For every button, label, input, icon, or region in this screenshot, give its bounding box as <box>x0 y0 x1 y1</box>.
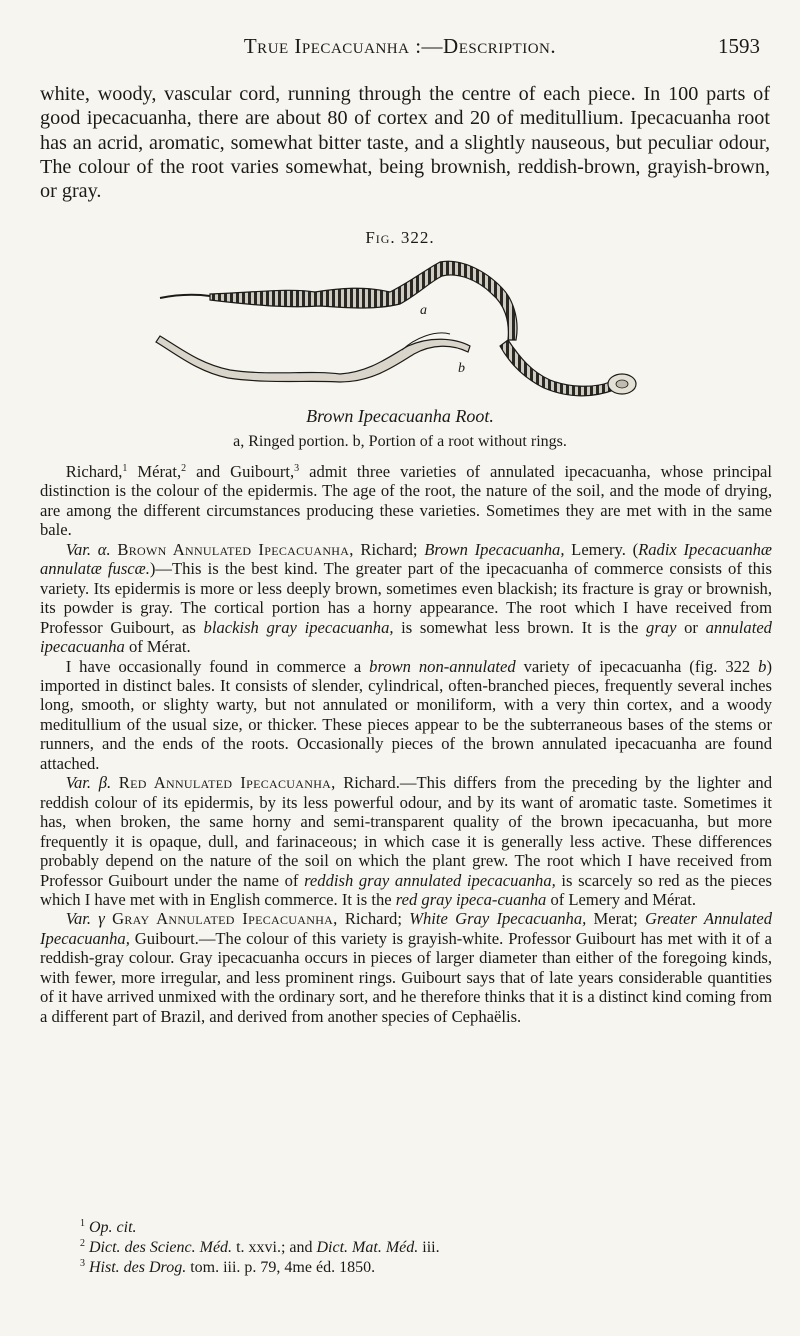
variety-marker: Var. γ <box>65 909 105 929</box>
text-italic: Radix Ipecacuanhæ annulatæ fuscæ. <box>40 539 772 579</box>
figure-ipecacuanha-root <box>140 248 660 400</box>
text-italic: brown non-annulated <box>369 656 516 676</box>
variety-marker: Var. β. <box>65 773 112 793</box>
text-run: or <box>676 617 706 637</box>
figure-legend: a, Ringed portion. b, Portion of a root without rings. <box>233 433 567 450</box>
text-italic: red gray ipeca-cuanha <box>395 889 547 909</box>
footnote-number: 3 <box>80 1258 85 1269</box>
variety-heading: Gray Annulated Ipecacuanha, <box>112 909 338 929</box>
text-italic: White Gray Ipecacuanha, <box>409 909 587 929</box>
text-italic: Greater Annulated Ipecacuanha, <box>40 909 773 948</box>
figure-caption: Brown Ipecacuanha Root. <box>306 406 494 426</box>
paragraph-var-alpha <box>40 540 772 657</box>
text-italic: Brown Ipecacuanha, <box>424 539 565 559</box>
paragraph-var-gamma <box>40 909 772 1026</box>
text-run: admit three varieties of annulated ipecacuanha, whose principal distinction is the colour of the epidermis. The age of the root, the nature of the soil, and the mode of drying, are among the different circumstances producing these varieties. Sometimes they are met with in the same bale. <box>40 462 773 540</box>
text-run: Guibourt.—The colour of this variety is grayish-white. Professor Guibourt has met with it of a reddish-gray colour. Gray ipecacuanha occurs in pieces of larger diameter than either of the foregoing kinds, with fewer, more irregular, and less prominent rings. Guibourt says that of late years considerable quantities of it have arrived unmixed with the ordinary sort, and he therefore thinks that it is a distinct kind coming from a different part of Brazil, and derived from another species of Cephaëlis. <box>40 928 772 1026</box>
paragraph-brown-non-annulated <box>40 657 772 774</box>
text-run: iii. <box>418 1239 440 1256</box>
text-run: Merat; <box>586 909 645 929</box>
ringed-root-a <box>210 261 517 340</box>
text-run: Richard; <box>353 539 425 559</box>
text-italic: gray <box>646 617 677 637</box>
text-italic: reddish gray annulated ipecacuanha, <box>304 870 556 890</box>
footnotes <box>40 1218 760 1278</box>
text-run: of Mérat. <box>124 637 191 657</box>
paragraph-var-beta <box>40 773 772 909</box>
footnote-number: 2 <box>80 1238 85 1249</box>
text-run: I have occasionally found in commerce a <box>65 656 370 676</box>
text-italic: Dict. des Scienc. Méd. <box>89 1239 233 1256</box>
text-italic: annulated ipecacuanha <box>40 617 772 657</box>
text-run: )—This is the best kind. The greater part of the ipecacuanha of commerce consists of this variety. Its epidermis is more or less deeply brown, sometimes even blackish; its fracture is gray or brownish, its powder is gray. The cortical portion has a horny appearance. The root which I have received from Professor Guibourt, as <box>40 559 772 637</box>
text-run: ) imported in distinct bales. It consists of slender, cylindrical, often-branched pieces, frequently several inches long, smooth, or slighty warty, but not annulated or moniliform, with a very thin cortex, and a woody meditullium of the usual size, or thicker. These pieces appear to be the subterraneous bases of the stems or runners, and the ends of the roots. Occasionally pieces of the brown annulated ipecacuanha are found attached. <box>40 656 772 773</box>
body-text <box>40 462 772 1026</box>
text-run: Richard; <box>337 909 410 929</box>
text-italic: blackish gray ipecacuanha, <box>203 617 394 637</box>
running-title: True Ipecacuanha :—Description. <box>243 34 557 58</box>
text-italic: b <box>758 656 767 676</box>
smooth-root-b <box>156 336 470 382</box>
footnote-ref: 3 <box>294 463 300 474</box>
variety-heading: Brown Annulated Ipecacuanha, <box>117 539 354 559</box>
figure-label: Fig. 322. <box>365 228 435 247</box>
footnote-number: 1 <box>80 1218 85 1229</box>
page-number: 1593 <box>718 34 760 58</box>
text-run: variety of ipecacuanha (fig. 322 <box>515 656 759 676</box>
paragraph-varieties <box>40 462 772 540</box>
text-run: Richard.—This differs from the preceding by the lighter and reddish colour of its epidermis, by its less powerful odour, and by its want of aromatic taste. Sometimes it has, when broken, the same horny and semi-transparent quality of the brown ipecacuanha, but more frequently it is opaque, dull, and farinaceous; in which case it is generally less active. These differences probably depend on the nature of the soil on which the plant grew. The root which I have received from Professor Guibourt under the name of <box>40 773 772 890</box>
running-head <box>0 34 800 64</box>
footnote-ref: 2 <box>181 463 187 474</box>
text-italic: Hist. des Drog. <box>89 1259 187 1276</box>
variety-marker: Var. α. <box>65 539 111 559</box>
text-run: Richard, <box>65 462 123 481</box>
text-italic: Op. cit. <box>89 1219 137 1236</box>
footnote <box>80 1238 760 1258</box>
text-run: and Guibourt, <box>186 462 295 481</box>
text-run: t. xxvi.; and <box>232 1239 317 1256</box>
variety-heading: Red Annulated Ipecacuanha, <box>118 773 336 793</box>
footnote-ref: 1 <box>122 463 128 474</box>
text-run: is somewhat less brown. It is the <box>393 617 647 637</box>
footnote <box>80 1258 760 1278</box>
text-italic: Dict. Mat. Méd. <box>316 1239 419 1256</box>
figure-letter-b: b <box>458 361 465 376</box>
footnote <box>80 1218 760 1238</box>
root-illustration <box>140 248 660 400</box>
text-run: of Lemery and Mérat. <box>546 889 697 909</box>
figure-letter-a: a <box>420 303 427 318</box>
text-run: Mérat, <box>127 462 182 481</box>
text-run: tom. iii. p. 79, 4me éd. 1850. <box>186 1259 376 1276</box>
text-run: Lemery. ( <box>564 539 639 559</box>
intro-paragraph: white, woody, vascular cord, running through the centre of each piece. In 100 parts of good ipecacuanha, there are about 80 of cortex and 20 of meditullium. Ipecacuanha root has an acrid, aromatic, somewhat bitter taste, and a slightly nauseous, but peculiar odour, The colour of the root varies somewhat, being brownish, reddish-brown, grayish-brown, or gray. <box>40 83 770 203</box>
text-run: is scarcely so red as the pieces which I have met with in English commerce. It is the <box>40 870 772 909</box>
